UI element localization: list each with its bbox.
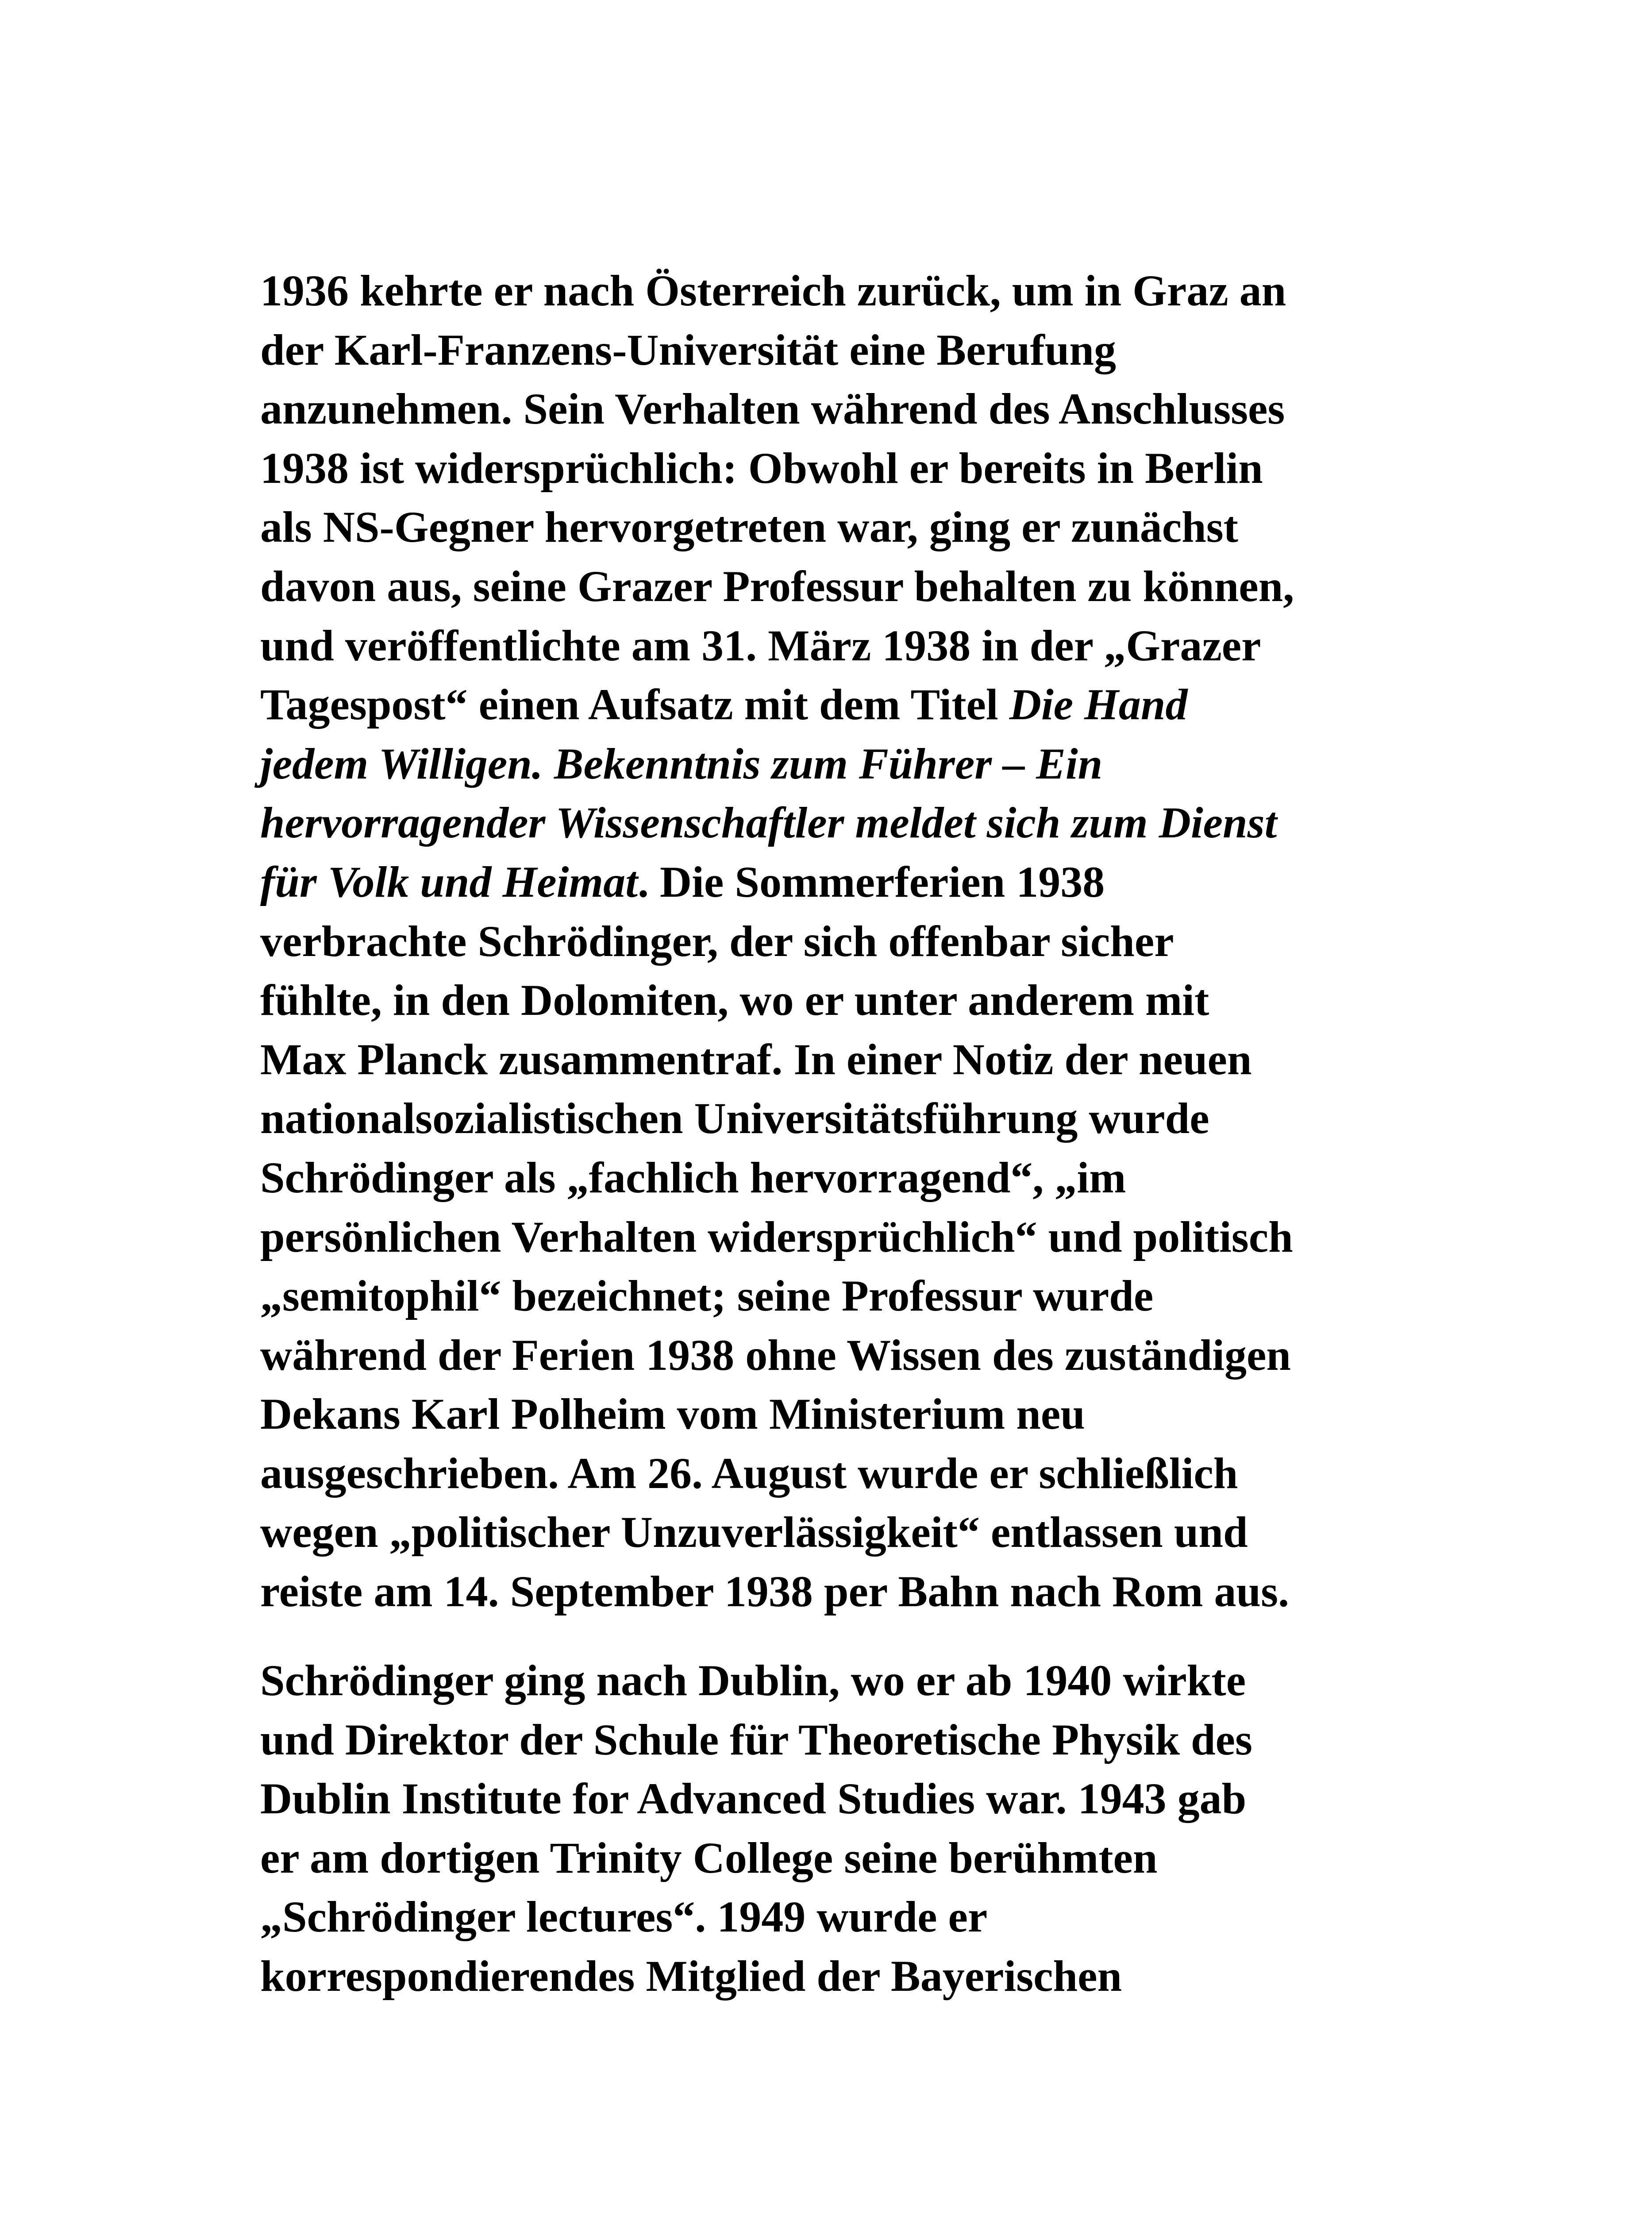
text-line: korrespondierendes Mitglied der Bayerischen xyxy=(260,1951,1122,2001)
text-line: davon aus, seine Grazer Professur behalten zu können, xyxy=(260,561,1294,611)
text-line: Dublin Institute for Advanced Studies war. 1943 gab xyxy=(260,1774,1247,1824)
text-line: er am dortigen Trinity College seine berühmten xyxy=(260,1833,1158,1882)
article-title-italic: für Volk und Heimat xyxy=(260,857,638,906)
text-line: Dekans Karl Polheim vom Ministerium neu xyxy=(260,1389,1085,1439)
text-line: ausgeschrieben. Am 26. August wurde er schließlich xyxy=(260,1448,1238,1498)
text-line: und Direktor der Schule für Theoretische Physik des xyxy=(260,1715,1252,1764)
text-line: fühlte, in den Dolomiten, wo er unter anderem mit xyxy=(260,975,1209,1025)
article-title-italic-line: jedem Willigen. Bekenntnis zum Führer – Ein xyxy=(260,739,1103,788)
paragraph-1 xyxy=(260,261,1411,1621)
text-line: wegen „politischer Unzuverlässigkeit“ entlassen und xyxy=(260,1507,1248,1557)
text-line: Schrödinger ging nach Dublin, wo er ab 1940 wirkte xyxy=(260,1656,1246,1705)
text-line: als NS-Gegner hervorgetreten war, ging er zunächst xyxy=(260,502,1238,552)
text-line: 1936 kehrte er nach Österreich zurück, um in Graz an xyxy=(260,266,1286,315)
text-line: 1938 ist widersprüchlich: Obwohl er bereits in Berlin xyxy=(260,443,1263,493)
text-line: nationalsozialistischen Universitätsführung wurde xyxy=(260,1094,1209,1143)
article-title-italic-line: hervorragender Wissenschaftler meldet sich zum Dienst xyxy=(260,798,1277,848)
text-line: „semitophil“ bezeichnet; seine Professur wurde xyxy=(260,1271,1154,1321)
text-line: und veröffentlichte am 31. März 1938 in der „Grazer xyxy=(260,621,1261,670)
text-line: verbrachte Schrödinger, der sich offenbar sicher xyxy=(260,916,1174,966)
text-line: reiste am 14. September 1938 per Bahn nach Rom aus. xyxy=(260,1567,1289,1616)
text-line: „Schrödinger lectures“. 1949 wurde er xyxy=(260,1892,988,1942)
text-line: Max Planck zusammentraf. In einer Notiz der neuen xyxy=(260,1034,1252,1084)
text-line: Schrödinger als „fachlich hervorragend“, „im xyxy=(260,1153,1126,1202)
text-line: während der Ferien 1938 ohne Wissen des zuständigen xyxy=(260,1330,1291,1380)
text-line: der Karl-Franzens-Universität eine Berufung xyxy=(260,325,1116,374)
text-line: für Volk und Heimat. Die Sommerferien 1938 xyxy=(260,857,1105,906)
article-title-italic: Die Hand xyxy=(1009,680,1188,729)
text-line: Tagespost“ einen Aufsatz mit dem Titel Die Hand xyxy=(260,680,1188,729)
text-line: anzunehmen. Sein Verhalten während des Anschlusses xyxy=(260,384,1285,434)
text-line: persönlichen Verhalten widersprüchlich“ und politisch xyxy=(260,1212,1293,1261)
paragraph-2 xyxy=(260,1651,1411,2006)
